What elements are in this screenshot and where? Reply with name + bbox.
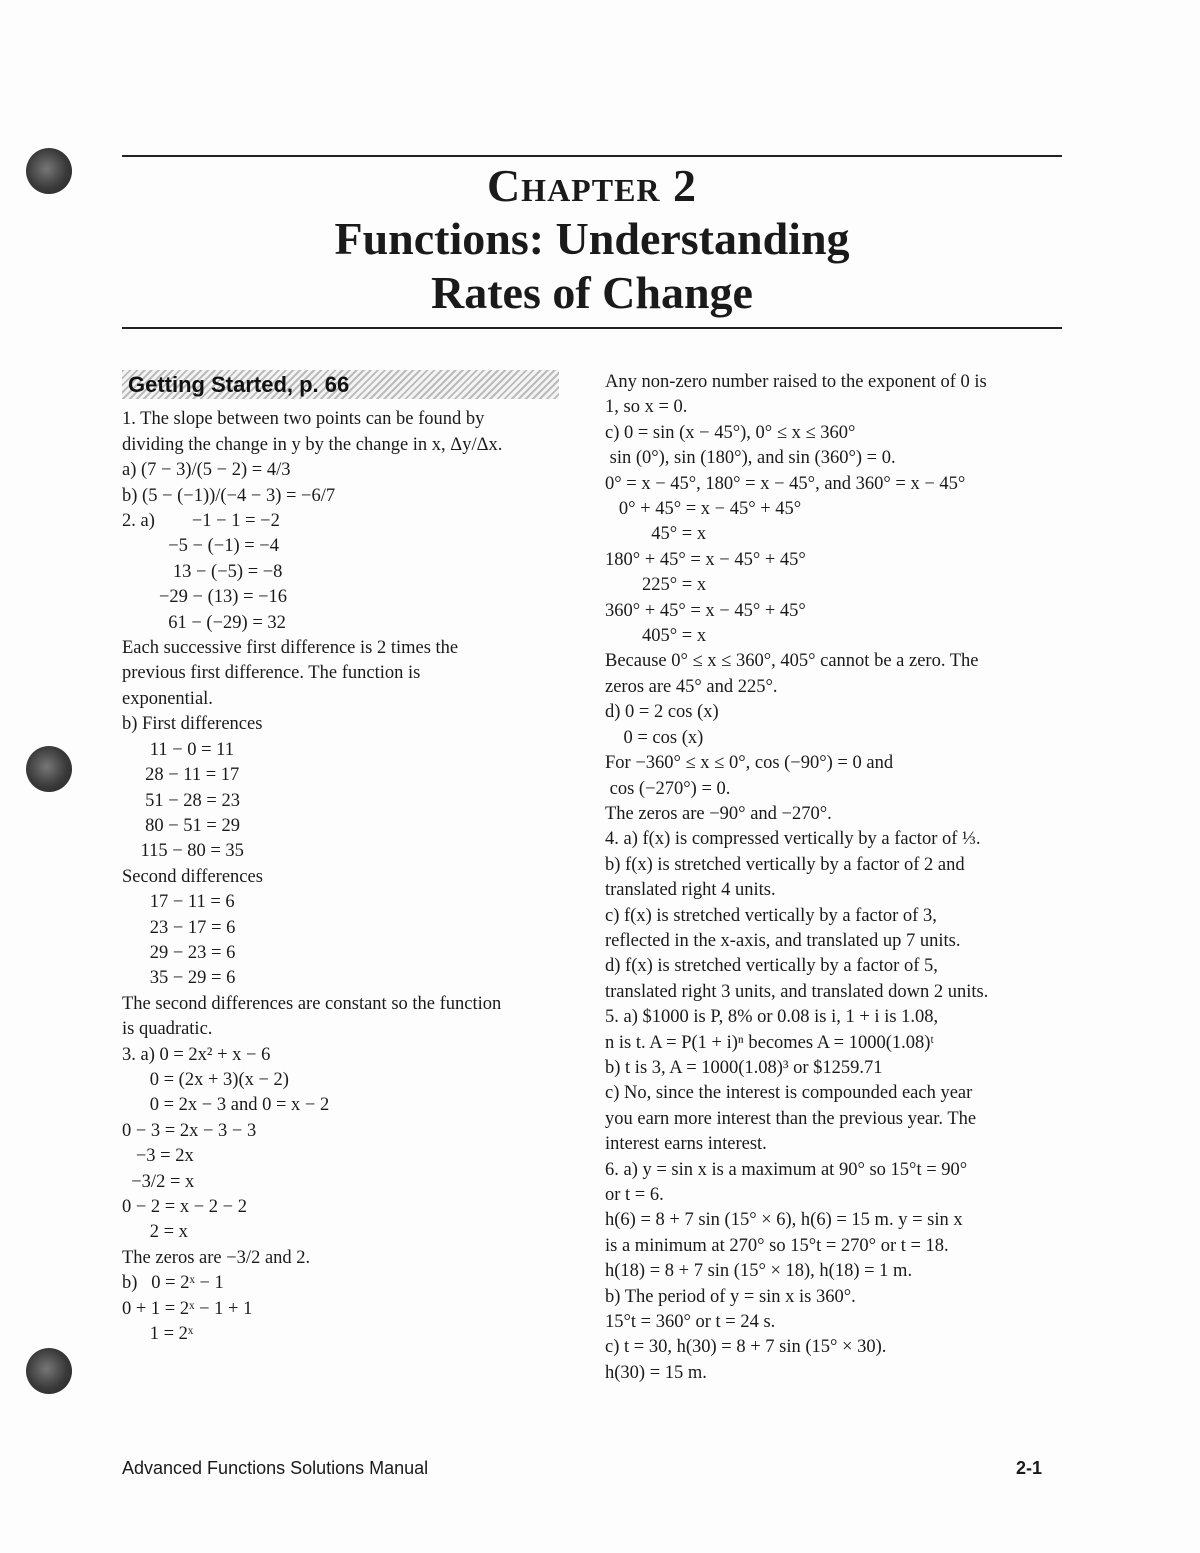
solution-line: 0 = (2x + 3)(x − 2) [122,1069,289,1090]
solution-line: b) (5 − (−1))/(−4 − 3) = −6/7 [122,485,336,506]
solution-line: −3 = 2x [122,1146,194,1167]
solution-line: translated right 3 units, and translated down 2 units. [605,981,989,1002]
solution-line: c) 0 = sin (x − 45°), 0° ≤ x ≤ 360° [605,422,856,443]
left-column [122,370,582,1347]
binder-hole [26,148,72,194]
solution-line: 61 − (−29) = 32 [122,612,286,633]
solution-line: 0 − 2 = x − 2 − 2 [122,1197,247,1217]
solution-line: 51 − 28 = 23 [122,790,240,811]
solution-line: −3/2 = x [122,1171,195,1192]
solution-line: 13 − (−5) = −8 [122,561,283,582]
solution-line: Any non-zero number raised to the exponent of 0 is [605,372,987,392]
solution-line: 45° = x [605,524,707,545]
solution-line: 360° + 45° = x − 45° + 45° [605,600,806,621]
solution-line: you earn more interest than the previous year. The [605,1108,977,1129]
solution-line: dividing the change in y by the change in x, Δy/Δx. [122,434,503,455]
solution-line: 35 − 29 = 6 [122,968,236,989]
solution-line: interest earns interest. [605,1134,767,1155]
solution-line: 225° = x [605,575,707,596]
solution-line: exponential. [122,688,213,709]
solution-line: 1, so x = 0. [605,397,688,418]
solution-line: 0 − 3 = 2x − 3 − 3 [122,1120,257,1141]
right-column-lines [605,370,1075,1386]
solution-line: h(30) = 15 m. [605,1362,707,1383]
solution-line: −5 − (−1) = −4 [122,536,279,557]
chapter-title-line-1: Functions: Understanding [334,213,850,264]
solution-line: c) f(x) is stretched vertically by a factor of 3, [605,905,937,926]
solution-line: Because 0° ≤ x ≤ 360°, 405° cannot be a zero. The [605,651,979,672]
solution-line: n is t. A = P(1 + i)ⁿ becomes A = 1000(1.08)ᵗ [605,1032,934,1053]
solution-line: 6. a) y = sin x is a maximum at 90° so 15°t = 90° [605,1159,968,1180]
solution-line: b) The period of y = sin x is 360°. [605,1286,856,1307]
title-block [122,160,1062,320]
chapter-label: Chapter 2 [486,160,698,211]
chapter-title-line-2: Rates of Change [431,267,753,318]
binder-hole [26,746,72,792]
solution-line: Each successive first difference is 2 times the [122,638,459,659]
solution-line: 405° = x [605,626,707,647]
page-number: 2-1 [1015,1458,1042,1478]
section-heading: Getting Started, p. 66 [122,370,559,399]
solution-line: or t = 6. [605,1185,664,1205]
solution-line: 3. a) 0 = 2x² + x − 6 [122,1044,271,1065]
solution-line: 0° = x − 45°, 180° = x − 45°, and 360° = x − 45° [605,473,966,494]
page-footer [122,1458,1042,1479]
bottom-rule [122,327,1062,329]
solution-line: b) First differences [122,714,263,735]
solution-line: h(6) = 8 + 7 sin (15° × 6), h(6) = 15 m. y = sin x [605,1210,963,1231]
top-rule [122,155,1062,157]
solution-line: 15°t = 360° or t = 24 s. [605,1312,776,1333]
solution-line: b) 0 = 2ˣ − 1 [122,1273,224,1294]
solution-line: is quadratic. [122,1019,213,1040]
solution-line: c) No, since the interest is compounded each year [605,1083,973,1104]
solution-line: h(18) = 8 + 7 sin (15° × 18), h(18) = 1 m. [605,1261,913,1282]
solution-line: d) f(x) is stretched vertically by a factor of 5, [605,956,938,977]
solution-line: 2. a) −1 − 1 = −2 [122,511,280,532]
footer-manual-title: Advanced Functions Solutions Manual [122,1458,429,1478]
solution-line: 0 = 2x − 3 and 0 = x − 2 [122,1095,330,1116]
right-column [605,370,1075,1386]
solution-line: 5. a) $1000 is P, 8% or 0.08 is i, 1 + i is 1.08, [605,1007,939,1028]
solution-line: 1. The slope between two points can be found by [122,409,485,430]
solution-line: cos (−270°) = 0. [605,778,731,799]
solution-line: 28 − 11 = 17 [122,765,240,786]
solution-line: 29 − 23 = 6 [122,942,236,963]
solution-line: d) 0 = 2 cos (x) [605,702,719,723]
solution-line: translated right 4 units. [605,880,776,901]
binder-hole [26,1348,72,1394]
solution-line: Second differences [122,866,263,887]
solution-line: 0° + 45° = x − 45° + 45° [605,499,802,520]
solution-line: The second differences are constant so the function [122,993,502,1014]
solution-line: c) t = 30, h(30) = 8 + 7 sin (15° × 30). [605,1337,887,1358]
solution-line: 4. a) f(x) is compressed vertically by a factor of ⅓. [605,829,981,850]
solution-line: −29 − (13) = −16 [122,587,288,608]
solution-line: b) t is 3, A = 1000(1.08)³ or $1259.71 [605,1057,883,1078]
left-column-lines [122,407,582,1347]
solution-line: reflected in the x-axis, and translated up 7 units. [605,930,961,951]
solution-line: 23 − 17 = 6 [122,917,236,938]
solution-line: 0 = cos (x) [605,727,704,748]
solution-line: 17 − 11 = 6 [122,892,235,913]
solution-line: 80 − 51 = 29 [122,815,240,836]
solution-line: 11 − 0 = 11 [122,739,234,760]
solution-line: a) (7 − 3)/(5 − 2) = 4/3 [122,460,291,481]
solution-line: 180° + 45° = x − 45° + 45° [605,549,806,570]
solution-line: The zeros are −3/2 and 2. [122,1247,311,1268]
solution-line: zeros are 45° and 225°. [605,676,778,697]
solution-line: 0 + 1 = 2ˣ − 1 + 1 [122,1298,253,1319]
solution-line: is a minimum at 270° so 15°t = 270° or t = 18. [605,1235,949,1256]
solution-line: For −360° ≤ x ≤ 0°, cos (−90°) = 0 and [605,753,894,774]
solution-line: sin (0°), sin (180°), and sin (360°) = 0. [605,448,896,469]
solution-line: previous first difference. The function is [122,663,421,684]
solution-line: 1 = 2ˣ [122,1324,194,1345]
solution-line: b) f(x) is stretched vertically by a factor of 2 and [605,854,965,875]
solution-line: The zeros are −90° and −270°. [605,803,832,824]
solution-line: 115 − 80 = 35 [122,841,244,862]
solution-line: 2 = x [122,1222,188,1243]
